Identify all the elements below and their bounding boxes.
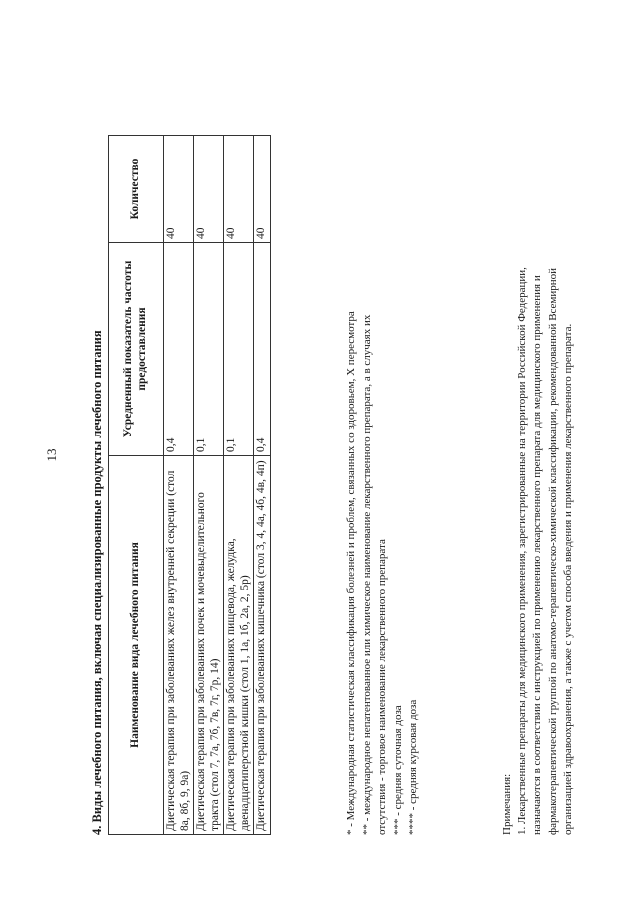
row-quantity: 40	[224, 136, 254, 243]
footnote-line: * - Международная статистическая классификация болезней и проблем, связанных со здоровьем, X пересмотра	[345, 311, 357, 835]
table-row	[254, 136, 271, 835]
row-quantity: 40	[164, 136, 194, 243]
notes-line: организацией здравоохранения, а также с учетом способа введения и применения лекарственного препарата.	[561, 323, 574, 835]
row-frequency: 0,4	[164, 243, 194, 456]
notes-line: фармакотерапевтической группой по анатомо-терапевтическо-химической классификации, рекомендованной Всемирной	[546, 267, 559, 835]
page-number: 13	[44, 448, 59, 462]
footnotes	[344, 115, 422, 835]
header-quantity: Количество	[109, 136, 164, 243]
footnote-line: *** - средняя суточная доза	[391, 705, 404, 835]
footnote-line: **** - средняя курсовая доза	[407, 699, 420, 835]
row-name: Диетическая терапия при заболеваниях кишечника (стол 3, 4, 4а, 4б, 4в, 4п)	[254, 456, 271, 835]
table-row	[224, 136, 254, 835]
row-quantity: 40	[194, 136, 224, 243]
notes-heading: Примечания:	[501, 773, 513, 835]
notes-line: 1. Лекарственные препараты для медицинского применения, зарегистрированные на территории Российской Федерации,	[516, 267, 529, 835]
section-title: 4. Виды лечебного питания, включая специализированные продукты лечебного питания	[90, 330, 104, 835]
row-frequency: 0,1	[224, 243, 254, 456]
row-name: Диетическая терапия при заболеваниях почек и мочевыделительного тракта (стол 7, 7а, 7б, 7в, 7г, 7р, 14)	[194, 456, 224, 835]
table-header-row	[109, 136, 164, 835]
row-frequency: 0,4	[254, 243, 271, 456]
row-name: Диетическая терапия при заболеваниях пищевода, желудка, двенадцатиперстной кишки (стол 1, 1а, 1б, 2а, 2, 5р)	[224, 456, 254, 835]
row-frequency: 0,1	[194, 243, 224, 456]
footnote-line: отсутствия - торговое наименование лекарственного препарата	[376, 539, 389, 835]
header-name: Наименование вида лечебного питания	[109, 456, 164, 835]
notes-line: назначаются в соответствии с инструкцией по применению лекарственного препарата для медицинского применения и	[531, 275, 544, 835]
row-name: Диетическая терапия при заболеваниях желез внутренней секреции (стол 8а, 8б, 9, 9а)	[164, 456, 194, 835]
table-row	[194, 136, 224, 835]
table-row	[164, 136, 194, 835]
notes	[500, 55, 576, 835]
footnote-line: ** - международное непатентованное или химическое наименование лекарственного препарата, а в случаях их	[360, 314, 373, 835]
row-quantity: 40	[254, 136, 271, 243]
header-frequency: Усредненный показатель частоты предоставления	[109, 243, 164, 456]
nutrition-table	[108, 135, 271, 835]
